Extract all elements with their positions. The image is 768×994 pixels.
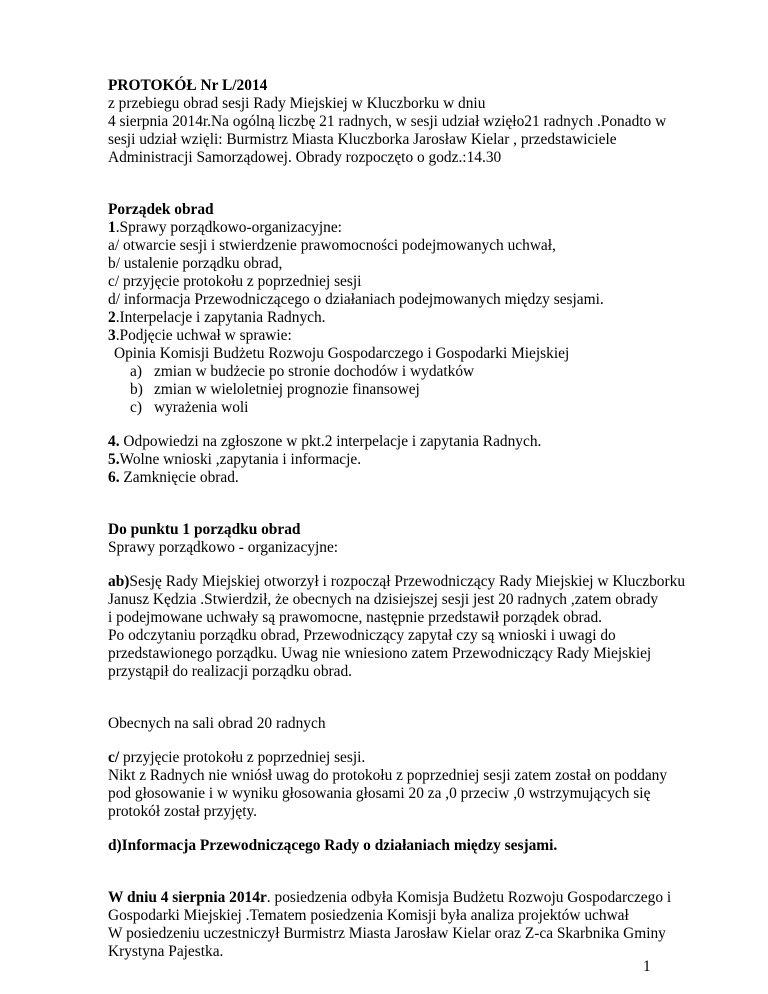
- ab-paragraph-line: i podejmowane uchwały są prawomocne, następnie przedstawił porządek obrad.: [108, 609, 603, 626]
- c-paragraph-line: Nikt z Radnych nie wniósł uwag do protokołu z poprzedniej sesji zatem został on poddany: [108, 767, 668, 784]
- intro-line: 4 sierpnia 2014r.Na ogólną liczbę 21 radnych, w sesji udział wzięło21 radnych .Ponadto w: [108, 113, 667, 130]
- point1-heading: Do punktu 1 porządku obrad: [108, 521, 301, 538]
- ab-paragraph-line: przystąpił do realizacji porządku obrad.: [108, 663, 353, 680]
- c-heading-line: c/ przyjęcie protokołu z poprzedniej sesji.: [108, 749, 366, 766]
- intro-line: sesji udział wzięli: Burmistrz Miasta Kluczborka Jarosław Kielar , przedstawiciele: [108, 131, 617, 148]
- agenda-heading: Porządek obrad: [108, 201, 214, 218]
- d-paragraph-line: Gospodarki Miejskiej .Tematem posiedzenia Komisji była analiza projektów uchwał: [108, 907, 629, 924]
- agenda-sub-c: c/ przyjęcie protokołu z poprzedniej sesji: [108, 273, 362, 290]
- d-paragraph-line: Krystyna Pajestka.: [108, 943, 224, 960]
- c-paragraph-line: protokół został przyjęty.: [108, 803, 258, 820]
- d-paragraph-line: W posiedzeniu uczestniczył Burmistrz Miasta Jarosław Kielar oraz Z-ca Skarbnika Gminy: [108, 925, 666, 942]
- agenda-list-item: a) zmian w budżecie po stronie dochodów i wydatków: [130, 363, 475, 380]
- point1-subheading: Sprawy porządkowo - organizacyjne:: [108, 539, 339, 556]
- agenda-list-item: b) zmian w wieloletniej prognozie finansowej: [130, 381, 420, 398]
- page-number: 1: [643, 958, 651, 975]
- d-heading: d)Informacja Przewodniczącego Rady o działaniach między sesjami.: [108, 837, 558, 854]
- agenda-sub-b: b/ ustalenie porządku obrad,: [108, 255, 283, 272]
- ab-paragraph-line: Janusz Kędzia .Stwierdził, że obecnych na dzisiejszej sesji jest 20 radnych ,zatem obrady: [108, 591, 659, 608]
- intro-line: Administracji Samorządowej. Obrady rozpoczęto o godz.:14.30: [108, 149, 502, 166]
- agenda-item-4: 4. Odpowiedzi na zgłoszone w pkt.2 interpelacje i zapytania Radnych.: [108, 433, 542, 450]
- agenda-item-6: 6. Zamknięcie obrad.: [108, 469, 239, 486]
- agenda-sub-a: a/ otwarcie sesji i stwierdzenie prawomocności podejmowanych uchwał,: [108, 237, 556, 254]
- agenda-item-2: 2.Interpelacje i zapytania Radnych.: [108, 309, 326, 326]
- present-count: Obecnych na sali obrad 20 radnych: [108, 715, 326, 732]
- d-paragraph-line: W dniu 4 sierpnia 2014r. posiedzenia odbyła Komisja Budżetu Rozwoju Gospodarczego i: [108, 889, 672, 906]
- agenda-item-3: 3.Podjęcie uchwał w sprawie:: [108, 327, 292, 344]
- ab-paragraph-line: przedstawionego porządku. Uwag nie wniesiono zatem Przewodniczący Rady Miejskiej: [108, 645, 652, 662]
- intro-line: z przebiegu obrad sesji Rady Miejskiej w Kluczborku w dniu: [108, 95, 486, 112]
- c-paragraph-line: pod głosowanie i w wyniku głosowania głosami 20 za ,0 przeciw ,0 wstrzymujących się: [108, 785, 651, 802]
- agenda-opinion: Opinia Komisji Budżetu Rozwoju Gospodarczego i Gospodarki Miejskiej: [114, 345, 570, 362]
- agenda-item-5: 5.Wolne wnioski ,zapytania i informacje.: [108, 451, 362, 468]
- agenda-item-1: 1.Sprawy porządkowo-organizacyjne:: [108, 219, 342, 236]
- protocol-title: PROTOKÓŁ Nr L/2014: [108, 77, 268, 94]
- ab-paragraph-line: Po odczytaniu porządku obrad, Przewodniczący zapytał czy są wnioski i uwagi do: [108, 627, 616, 644]
- agenda-list-item: c) wyrażenia woli: [130, 399, 249, 416]
- agenda-sub-d: d/ informacja Przewodniczącego o działaniach podejmowanych między sesjami.: [108, 291, 604, 308]
- ab-paragraph-line: ab)Sesję Rady Miejskiej otworzył i rozpoczął Przewodniczący Rady Miejskiej w Kluczborku: [108, 573, 686, 590]
